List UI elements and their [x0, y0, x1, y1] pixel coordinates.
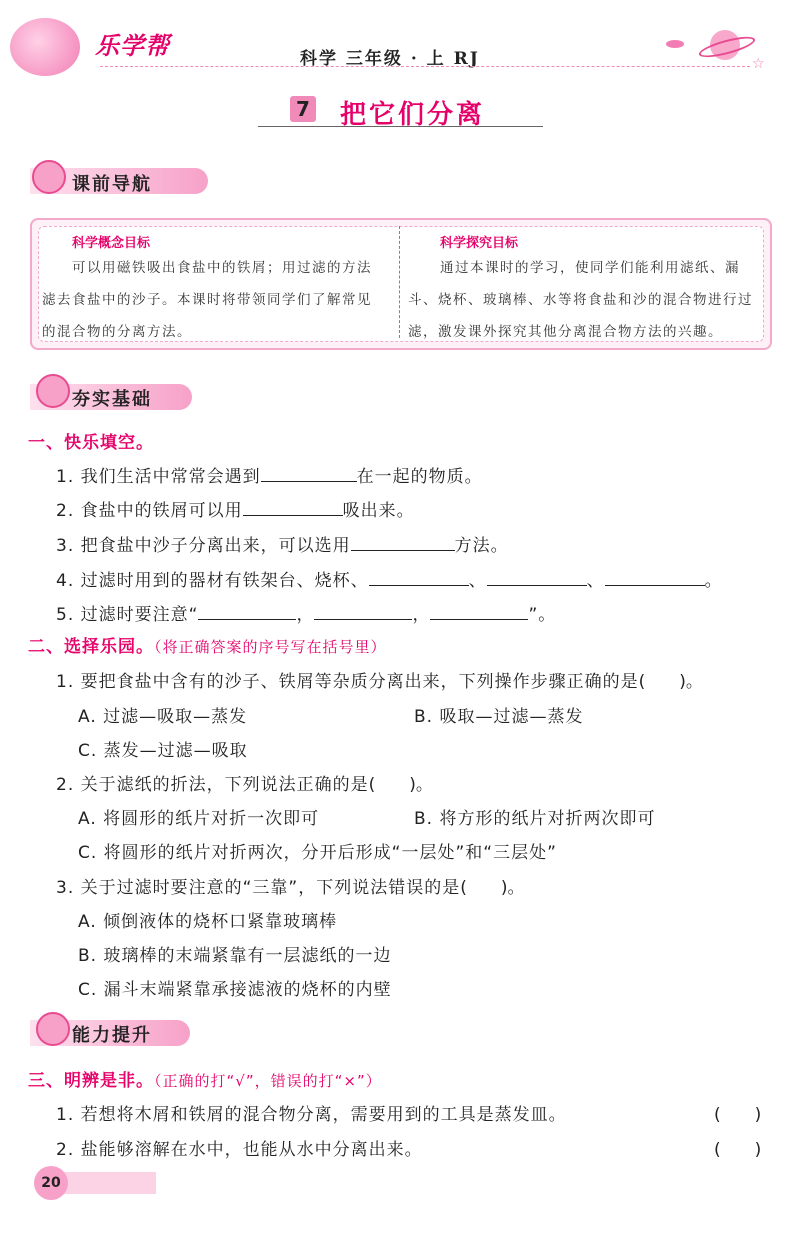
answer-blank[interactable]: [261, 465, 357, 482]
answer-blank[interactable]: [430, 603, 528, 620]
chapter-underline: [258, 126, 543, 127]
section-title-preview: 课前导航: [72, 174, 152, 195]
concept-goal-line-1: 可以用磁铁吸出食盐中的铁屑；用过滤的方法: [72, 260, 372, 276]
girl-mascot-icon: [36, 1012, 70, 1046]
inquiry-goal-line-2: 斗、烧杯、玻璃棒、水等将食盐和沙的混合物进行过: [408, 292, 753, 308]
judge-question-1: 1. 若想将木屑和铁屑的混合物分离，需要用到的工具是蒸发皿。: [56, 1105, 567, 1125]
goals-divider: [399, 226, 400, 338]
concept-goal-line-3: 的混合物的分离方法。: [42, 324, 192, 340]
answer-parentheses[interactable]: ( ): [714, 1140, 762, 1160]
fill-question-2: 2. 食盐中的铁屑可以用 吸出来。: [56, 501, 415, 521]
answer-parentheses[interactable]: ( ): [460, 878, 508, 898]
inquiry-goal-line-1: 通过本课时的学习，使同学们能利用滤纸、漏: [440, 260, 740, 276]
choice-3-option-a: A. 倾倒液体的烧杯口紧靠玻璃棒: [78, 912, 338, 932]
cat-mascot-icon: [36, 374, 70, 408]
choice-question-2: 2. 关于滤纸的折法，下列说法正确的是( )。: [56, 770, 434, 795]
chapter-number: 7: [290, 96, 316, 122]
choice-1-option-b: B. 吸取—过滤—蒸发: [414, 707, 584, 727]
fill-question-1: 1. 我们生活中常常会遇到 在一起的物质。: [56, 467, 483, 487]
answer-blank[interactable]: [369, 569, 469, 586]
answer-parentheses[interactable]: ( ): [368, 775, 416, 795]
rabbit-mascot-icon: [32, 160, 66, 194]
header-divider: [100, 66, 750, 67]
answer-parentheses[interactable]: ( ): [638, 672, 686, 692]
inquiry-goal-title: 科学探究目标: [440, 236, 519, 251]
choice-section-note: （将正确答案的序号写在括号里）: [154, 638, 387, 656]
answer-blank[interactable]: [351, 534, 455, 551]
answer-blank[interactable]: [314, 603, 412, 620]
judge-section-note: （正确的打“√”，错误的打“×”）: [154, 1072, 382, 1090]
answer-blank[interactable]: [243, 499, 343, 516]
star-icon: ☆: [752, 56, 765, 72]
choice-question-1: 1. 要把食盐中含有的沙子、铁屑等杂质分离出来，下列操作步骤正确的是( )。: [56, 667, 704, 692]
inquiry-goal-line-3: 滤，激发课外探究其他分离混合物方法的兴趣。: [408, 324, 723, 340]
answer-parentheses[interactable]: ( ): [714, 1105, 762, 1125]
fill-question-4: 4. 过滤时用到的器材有铁架台、烧杯、 、 、 。: [56, 571, 723, 591]
choice-section-title: 二、选择乐园。（将正确答案的序号写在括号里）: [28, 637, 387, 657]
choice-3-option-c: C. 漏斗末端紧靠承接滤液的烧杯的内壁: [78, 980, 392, 1000]
page-number: 20: [34, 1166, 68, 1200]
concept-goal-title: 科学概念目标: [72, 236, 151, 251]
fill-question-5: 5. 过滤时要注意“ ， ， ”。: [56, 605, 557, 625]
choice-3-option-b: B. 玻璃棒的末端紧靠有一层滤纸的一边: [78, 946, 392, 966]
choice-2-option-b: B. 将方形的纸片对折两次即可: [414, 809, 656, 829]
judge-question-2: 2. 盐能够溶解在水中，也能从水中分离出来。: [56, 1140, 423, 1160]
answer-blank[interactable]: [198, 603, 296, 620]
ufo-icon: [666, 40, 684, 48]
section-title-basics: 夯实基础: [72, 389, 152, 410]
concept-goal-line-2: 滤去食盐中的沙子。本课时将带领同学们了解常见: [42, 292, 372, 308]
choice-1-option-c: C. 蒸发—过滤—吸取: [78, 741, 248, 761]
fill-question-3: 3. 把食盐中沙子分离出来，可以选用 方法。: [56, 536, 509, 556]
answer-blank[interactable]: [487, 569, 587, 586]
chapter-title: 把它们分离: [340, 100, 486, 130]
answer-blank[interactable]: [605, 569, 705, 586]
choice-1-option-a: A. 过滤—吸取—蒸发: [78, 707, 248, 727]
section-title-advance: 能力提升: [72, 1025, 152, 1046]
fill-section-title: 一、快乐填空。: [28, 433, 154, 453]
choice-2-option-a: A. 将圆形的纸片对折一次即可: [78, 809, 320, 829]
brand-logo: 乐学帮: [95, 32, 170, 60]
choice-question-3: 3. 关于过滤时要注意的“三靠”，下列说法错误的是( )。: [56, 873, 526, 898]
judge-section-title: 三、明辨是非。（正确的打“√”，错误的打“×”）: [28, 1071, 382, 1091]
logo-mascot: [10, 18, 80, 76]
choice-2-option-c: C. 将圆形的纸片对折两次，分开后形成“一层处”和“三层处”: [78, 843, 557, 863]
header-title: 科学 三年级 · 上 RJ: [300, 49, 480, 69]
